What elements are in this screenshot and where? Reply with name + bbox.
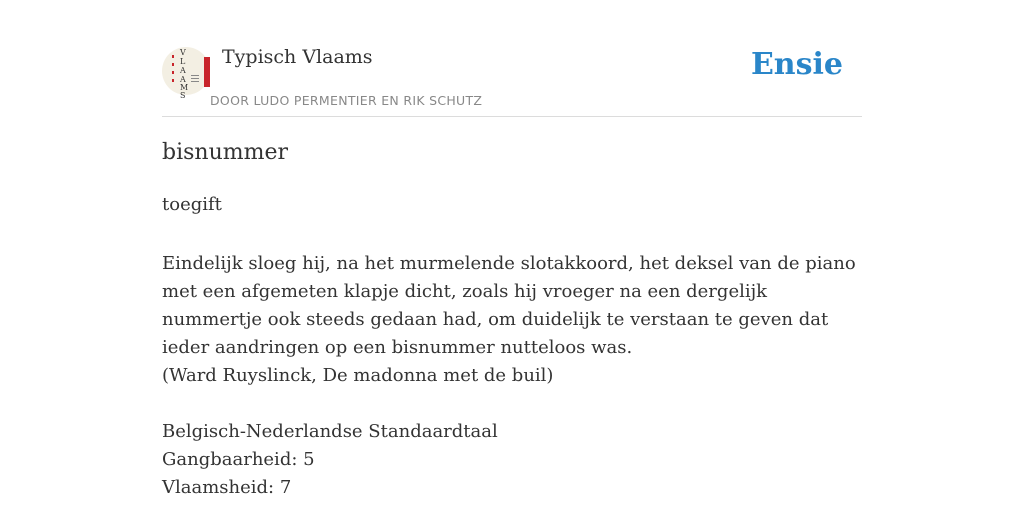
- byline: DOOR LUDO PERMENTIER EN RIK SCHUTZ: [210, 93, 483, 108]
- example-quote: [162, 250, 862, 390]
- example-text: Eindelijk sloeg hij, na het murmelende slotakkoord, het deksel van de piano met een afgemeten klapje dicht, zoals hij vroeger na een dergelijk nummertje ook steeds gedaan had, om duidelijk te verstaan te geven dat ieder aandringen op een bisnummer nutteloos was.: [162, 253, 856, 358]
- logo-letter: S: [180, 91, 186, 100]
- gangbaarheid-label: Gangbaarheid: 5: [162, 449, 315, 470]
- language-label: Belgisch-Nederlandse Standaardtaal: [162, 421, 498, 442]
- entry-meta: [162, 418, 498, 502]
- page: [162, 0, 862, 512]
- logo-letter: A: [180, 75, 186, 84]
- logo-letter: V: [180, 48, 186, 57]
- logo-letter: M: [180, 83, 189, 92]
- headword: bisnummer: [162, 140, 289, 165]
- logo-letter: L: [180, 57, 186, 66]
- vlaamsheid-label: Vlaamsheid: 7: [162, 477, 292, 498]
- definition: toegift: [162, 194, 222, 215]
- header: [162, 0, 862, 117]
- book-cover-logo[interactable]: [162, 47, 210, 100]
- ensie-logo-link[interactable]: Ensie: [750, 47, 843, 82]
- example-source: (Ward Ruyslinck, De madonna met de buil): [162, 365, 554, 386]
- site-title[interactable]: Typisch Vlaams: [222, 46, 373, 68]
- logo-letter: A: [180, 66, 186, 75]
